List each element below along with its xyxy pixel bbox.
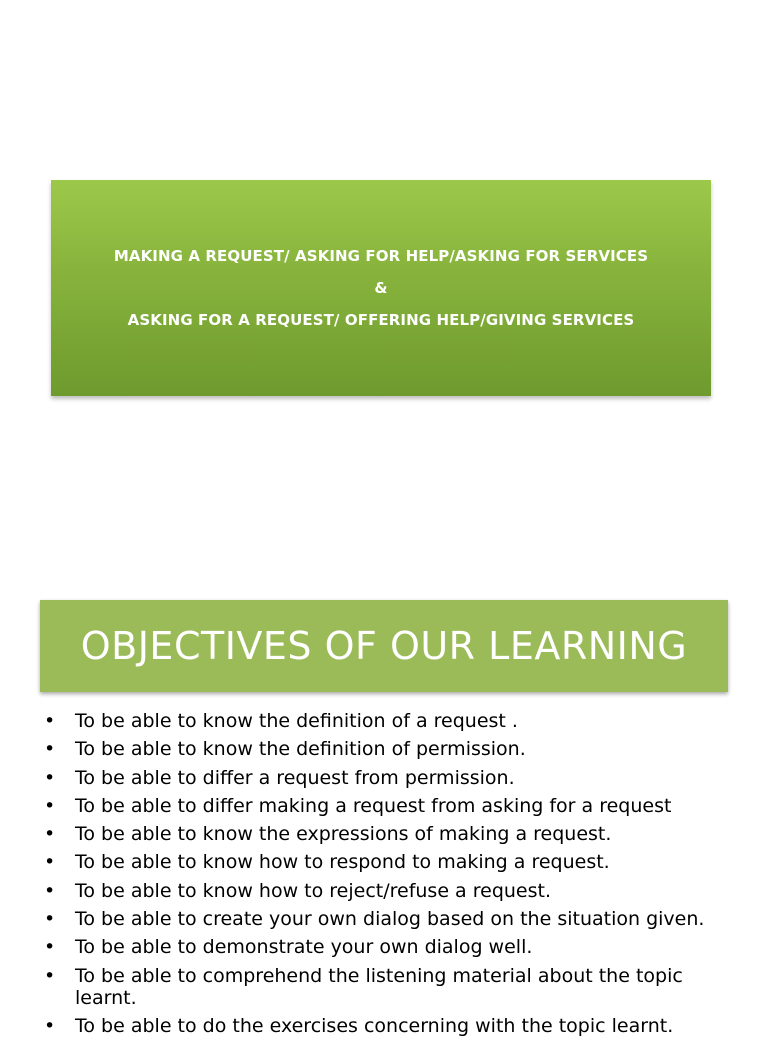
list-item-text: To be able to differ making a request from asking for a request xyxy=(75,794,672,817)
list-item xyxy=(44,1015,744,1037)
list-item xyxy=(44,908,744,930)
title-slide-box xyxy=(51,180,711,396)
title-line-3: ASKING FOR A REQUEST/ OFFERING HELP/GIVING SERVICES xyxy=(127,311,635,329)
list-item xyxy=(44,880,744,902)
list-item xyxy=(44,965,744,1009)
bullet-icon: • xyxy=(44,738,56,761)
list-item-text: To be able to do the exercises concerning with the topic learnt. xyxy=(75,1014,674,1037)
list-item xyxy=(44,851,744,873)
list-item-text: To be able to know how to reject/refuse a request. xyxy=(75,879,552,902)
bullet-icon: • xyxy=(44,964,56,987)
list-item xyxy=(44,936,744,958)
bullet-icon: • xyxy=(44,936,56,959)
bullet-icon: • xyxy=(44,823,56,846)
list-item xyxy=(44,738,744,760)
list-item xyxy=(44,710,744,732)
list-item xyxy=(44,795,744,817)
objectives-header xyxy=(40,600,728,692)
list-item-text: To be able to know how to respond to making a request. xyxy=(75,851,610,874)
list-item-text: To be able to know the expressions of making a request. xyxy=(75,823,612,846)
title-line-2: & xyxy=(374,279,388,297)
bullet-icon: • xyxy=(44,794,56,817)
list-item-text: To be able to demonstrate your own dialog well. xyxy=(75,936,533,959)
list-item-text: To be able to know the definition of permission. xyxy=(75,738,526,761)
list-item xyxy=(44,823,744,845)
bullet-icon: • xyxy=(44,1014,56,1037)
list-item-text: To be able to create your own dialog based on the situation given. xyxy=(75,908,705,931)
bullet-icon: • xyxy=(44,766,56,789)
list-item-text: To be able to comprehend the listening material about the topic learnt. xyxy=(75,964,683,1009)
objectives-list xyxy=(44,710,744,1043)
list-item xyxy=(44,767,744,789)
list-item-text: To be able to know the definition of a request . xyxy=(75,710,518,732)
bullet-icon: • xyxy=(44,710,56,732)
objectives-title: OBJECTIVES OF OUR LEARNING xyxy=(80,624,688,668)
bullet-icon: • xyxy=(44,879,56,902)
bullet-icon: • xyxy=(44,851,56,874)
title-line-1: MAKING A REQUEST/ ASKING FOR HELP/ASKING FOR SERVICES xyxy=(113,247,649,265)
bullet-icon: • xyxy=(44,908,56,931)
list-item-text: To be able to differ a request from permission. xyxy=(75,766,515,789)
